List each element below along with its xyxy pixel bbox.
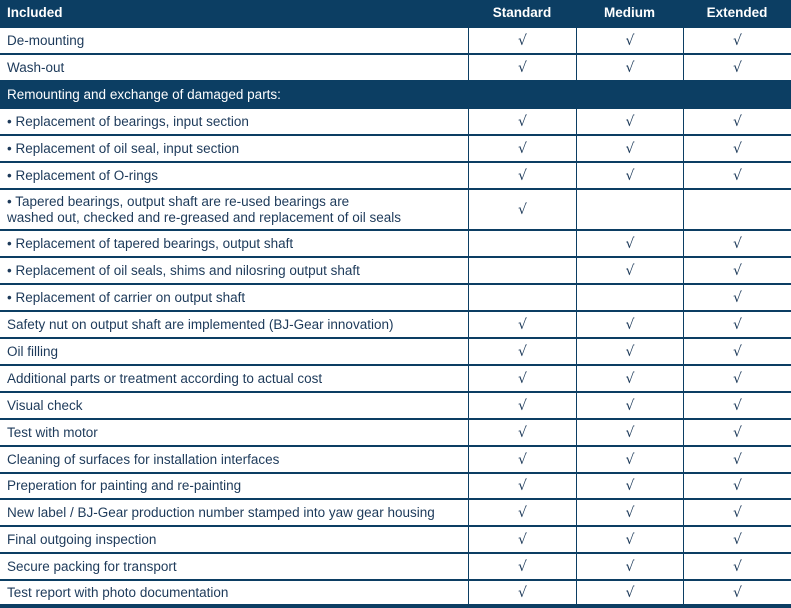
header-included: Included bbox=[7, 5, 63, 20]
table-row bbox=[0, 527, 791, 554]
row-label: New label / BJ-Gear production number stamped into yaw gear housing bbox=[7, 504, 435, 520]
medium-check-icon: √ bbox=[625, 370, 635, 387]
table-row bbox=[0, 109, 791, 136]
extended-check-icon: √ bbox=[733, 113, 742, 130]
header-standard: Standard bbox=[492, 5, 552, 20]
section-label: Remounting and exchange of damaged parts: bbox=[7, 86, 281, 102]
medium-check-icon: √ bbox=[625, 343, 635, 360]
row-label: Test report with photo documentation bbox=[7, 584, 229, 600]
standard-check-icon: √ bbox=[518, 504, 527, 521]
row-label: Safety nut on output shaft are implemented (BJ-Gear innovation) bbox=[7, 316, 394, 332]
standard-check-icon: √ bbox=[518, 167, 527, 184]
medium-check-icon: √ bbox=[625, 504, 635, 521]
extended-check-icon: √ bbox=[733, 504, 742, 521]
extended-check-icon: √ bbox=[733, 397, 742, 414]
table-row bbox=[0, 420, 791, 447]
medium-check-icon: √ bbox=[625, 531, 635, 548]
row-label: Wash-out bbox=[7, 59, 65, 75]
header-medium: Medium bbox=[603, 5, 655, 20]
row-label: • Replacement of carrier on output shaft bbox=[7, 289, 246, 305]
row-label: De-mounting bbox=[7, 32, 85, 48]
row-label: • Replacement of O-rings bbox=[7, 167, 159, 183]
extended-check-icon: √ bbox=[733, 424, 742, 441]
standard-check-icon: √ bbox=[518, 531, 527, 548]
standard-check-icon: √ bbox=[518, 370, 527, 387]
standard-check-icon: √ bbox=[518, 451, 527, 468]
medium-check-icon: √ bbox=[625, 397, 635, 414]
row-label: Preperation for painting and re-painting bbox=[7, 478, 242, 493]
medium-check-icon: √ bbox=[625, 235, 635, 252]
extended-check-icon: √ bbox=[733, 262, 742, 279]
medium-check-icon: √ bbox=[625, 113, 635, 130]
standard-check-icon: √ bbox=[518, 201, 527, 218]
table-row bbox=[0, 136, 791, 163]
standard-check-icon: √ bbox=[518, 478, 527, 494]
table-row bbox=[0, 393, 791, 420]
medium-check-icon: √ bbox=[625, 167, 635, 184]
extended-check-icon: √ bbox=[733, 478, 742, 494]
medium-check-icon: √ bbox=[625, 424, 635, 441]
row-label: Additional parts or treatment according to actual cost bbox=[7, 370, 323, 386]
medium-check-icon: √ bbox=[625, 316, 635, 333]
table-row bbox=[0, 474, 791, 500]
medium-check-icon: √ bbox=[625, 451, 635, 468]
table-row bbox=[0, 554, 791, 581]
row-label: Secure packing for transport bbox=[7, 558, 177, 574]
table-row bbox=[0, 500, 791, 527]
medium-check-icon: √ bbox=[625, 140, 635, 157]
medium-check-icon: √ bbox=[625, 262, 635, 279]
table-row bbox=[0, 55, 791, 82]
table-row bbox=[0, 447, 791, 474]
table-row bbox=[0, 366, 791, 393]
table-row bbox=[0, 258, 791, 285]
row-label: Oil filling bbox=[7, 343, 59, 359]
standard-check-icon: √ bbox=[518, 397, 527, 414]
row-label: • Replacement of oil seal, input section bbox=[7, 140, 240, 156]
standard-check-icon: √ bbox=[518, 343, 527, 360]
medium-check-icon: √ bbox=[625, 32, 635, 49]
table-row bbox=[0, 28, 791, 55]
table-row bbox=[0, 339, 791, 366]
standard-check-icon: √ bbox=[518, 140, 527, 157]
table-row bbox=[0, 312, 791, 339]
extended-check-icon: √ bbox=[733, 531, 742, 548]
row-label: Final outgoing inspection bbox=[7, 531, 157, 547]
extended-check-icon: √ bbox=[733, 167, 742, 184]
medium-check-icon: √ bbox=[625, 478, 635, 494]
extended-check-icon: √ bbox=[733, 289, 742, 306]
table-header-row bbox=[0, 0, 791, 28]
medium-check-icon: √ bbox=[625, 59, 635, 76]
extended-check-icon: √ bbox=[733, 558, 742, 575]
row-label: Visual check bbox=[7, 397, 83, 413]
standard-check-icon: √ bbox=[518, 113, 527, 130]
row-label: • Replacement of bearings, input section bbox=[7, 113, 249, 129]
section-header-row bbox=[0, 82, 791, 109]
extended-check-icon: √ bbox=[733, 32, 742, 49]
standard-check-icon: √ bbox=[518, 584, 527, 601]
table-row bbox=[0, 231, 791, 258]
extended-check-icon: √ bbox=[733, 140, 742, 157]
extended-check-icon: √ bbox=[733, 59, 742, 76]
table-row bbox=[0, 190, 791, 231]
medium-check-icon: √ bbox=[625, 558, 635, 575]
table-row bbox=[0, 163, 791, 190]
extended-check-icon: √ bbox=[733, 235, 742, 252]
extended-check-icon: √ bbox=[733, 584, 742, 601]
row-label: Cleaning of surfaces for installation interfaces bbox=[7, 451, 280, 467]
table-row bbox=[0, 581, 791, 608]
extended-check-icon: √ bbox=[733, 370, 742, 387]
standard-check-icon: √ bbox=[518, 316, 527, 333]
header-extended: Extended bbox=[706, 5, 768, 20]
table-row bbox=[0, 285, 791, 312]
standard-check-icon: √ bbox=[518, 424, 527, 441]
row-label: • Replacement of tapered bearings, output shaft bbox=[7, 235, 294, 251]
row-label: • Replacement of oil seals, shims and nilosring output shaft bbox=[7, 262, 360, 278]
row-label: Test with motor bbox=[7, 424, 98, 440]
standard-check-icon: √ bbox=[518, 59, 527, 76]
extended-check-icon: √ bbox=[733, 343, 742, 360]
extended-check-icon: √ bbox=[733, 451, 742, 468]
row-label: • Tapered bearings, output shaft are re-used bearings are washed out, checked and re-greased and replacement of oil seals bbox=[7, 193, 401, 225]
standard-check-icon: √ bbox=[518, 558, 527, 575]
medium-check-icon: √ bbox=[625, 584, 635, 601]
extended-check-icon: √ bbox=[733, 316, 742, 333]
standard-check-icon: √ bbox=[518, 32, 527, 49]
